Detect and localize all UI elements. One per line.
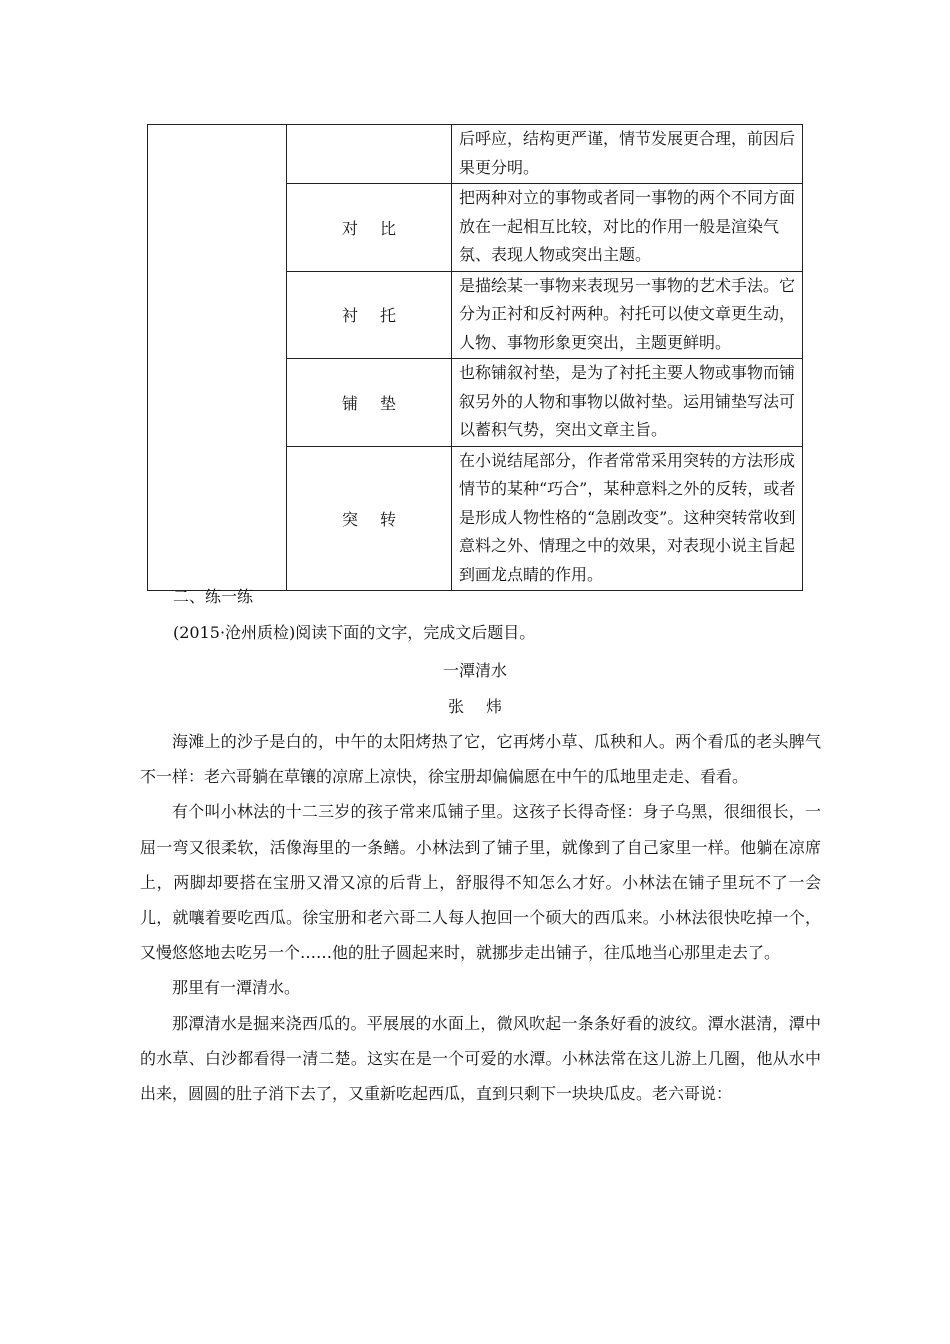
term-character: 铺 — [341, 393, 358, 413]
term-character: 对 — [341, 218, 358, 238]
description-text: 后呼应，结构更严谨，情节发展更合理，前因后果更分明。 — [459, 129, 796, 177]
term-label — [342, 510, 396, 529]
term-label — [342, 306, 396, 325]
description-text: 也称铺叙衬垫，是为了衬托主要人物或事物而铺叙另外的人物和事物以做衬垫。运用铺垫写法可以蓄积气势，突出文章主旨。 — [459, 363, 796, 439]
category-cell — [148, 125, 287, 591]
term-character: 垫 — [380, 393, 397, 413]
term-character: 衬 — [341, 306, 358, 326]
story-paragraph: 有个叫小林法的十二三岁的孩子常来瓜铺子里。这孩子长得奇怪：身子乌黑，很细很长，一屈一弯又很柔软，活像海里的一条鳝。小林法到了铺子里，就像到了自己家里一样。他躺在凉席上，两脚却要搭在宝册又滑又凉的后背上，舒服得不知怎么才好。小林法在铺子里玩不了一会儿，就嚷着要吃西瓜。徐宝册和老六哥二人每人抱回一个硕大的西瓜来。小林法很快吃掉一个，又慢悠悠地去吃另一个……他的肚子圆起来时，就挪步走出铺子，往瓜地当心那里走去了。 — [140, 802, 821, 963]
author-surname: 张 — [447, 697, 464, 716]
description-cell — [452, 271, 803, 359]
description-cell — [452, 184, 803, 272]
section-heading: 二、练一练 — [173, 587, 254, 606]
term-cell — [287, 446, 452, 591]
author-given-name: 炜 — [486, 697, 503, 716]
term-character: 托 — [380, 306, 397, 326]
term-character: 突 — [341, 509, 358, 529]
description-cell — [452, 446, 803, 591]
term-character: 比 — [380, 218, 397, 238]
term-label — [342, 394, 396, 413]
story-paragraph: 海滩上的沙子是白的，中午的太阳烤热了它，它再烤小草、瓜秧和人。两个看瓜的老头脾气不一样：老六哥躺在草镶的凉席上凉快，徐宝册却偏偏愿在中午的瓜地里走走、看看。 — [140, 732, 821, 787]
term-label — [342, 219, 396, 238]
term-cell — [287, 125, 452, 184]
writing-techniques-table — [147, 124, 803, 591]
description-cell — [452, 359, 803, 447]
table-row — [148, 125, 803, 184]
story-body — [140, 724, 821, 1111]
description-text: 是描绘某一事物来表现另一事物的艺术手法。它分为正衬和反衬两种。衬托可以使文章更生动，人物、事物形象更突出，主题更鲜明。 — [459, 275, 796, 352]
term-cell — [287, 271, 452, 359]
term-cell — [287, 359, 452, 447]
term-cell — [287, 184, 452, 272]
story-paragraph: 那潭清水是掘来浇西瓜的。平展展的水面上，微风吹起一条条好看的波纹。潭水湛清，潭中的水草、白沙都看得一清二楚。这实在是一个可爱的水潭。小林法常在这儿游上几圈，他从水中出来，圆圆的肚子消下去了，又重新吃起西瓜，直到只剩下一块块瓜皮。老六哥说： — [140, 1013, 821, 1104]
term-character: 转 — [380, 509, 397, 529]
story-paragraph: 那里有一潭清水。 — [172, 978, 301, 998]
description-text: 在小说结尾部分，作者常常采用突转的方法形成情节的某种“巧合”，某种意料之外的反转，或者是形成人物性格的“急剧改变”。这种突转常收到意料之外、情理之中的效果，对表现小说主旨起到画龙点睛的作用。 — [459, 450, 796, 584]
description-cell — [452, 125, 803, 184]
description-text: 把两种对立的事物或者同一事物的两个不同方面放在一起相互比较，对比的作用一般是渲染气氛、表现人物或突出主题。 — [459, 188, 796, 264]
source-note: (2015·沧州质检)阅读下面的文字，完成文后题目。 — [173, 623, 536, 642]
story-author — [0, 694, 950, 717]
story-title: 一潭清水 — [442, 661, 507, 680]
